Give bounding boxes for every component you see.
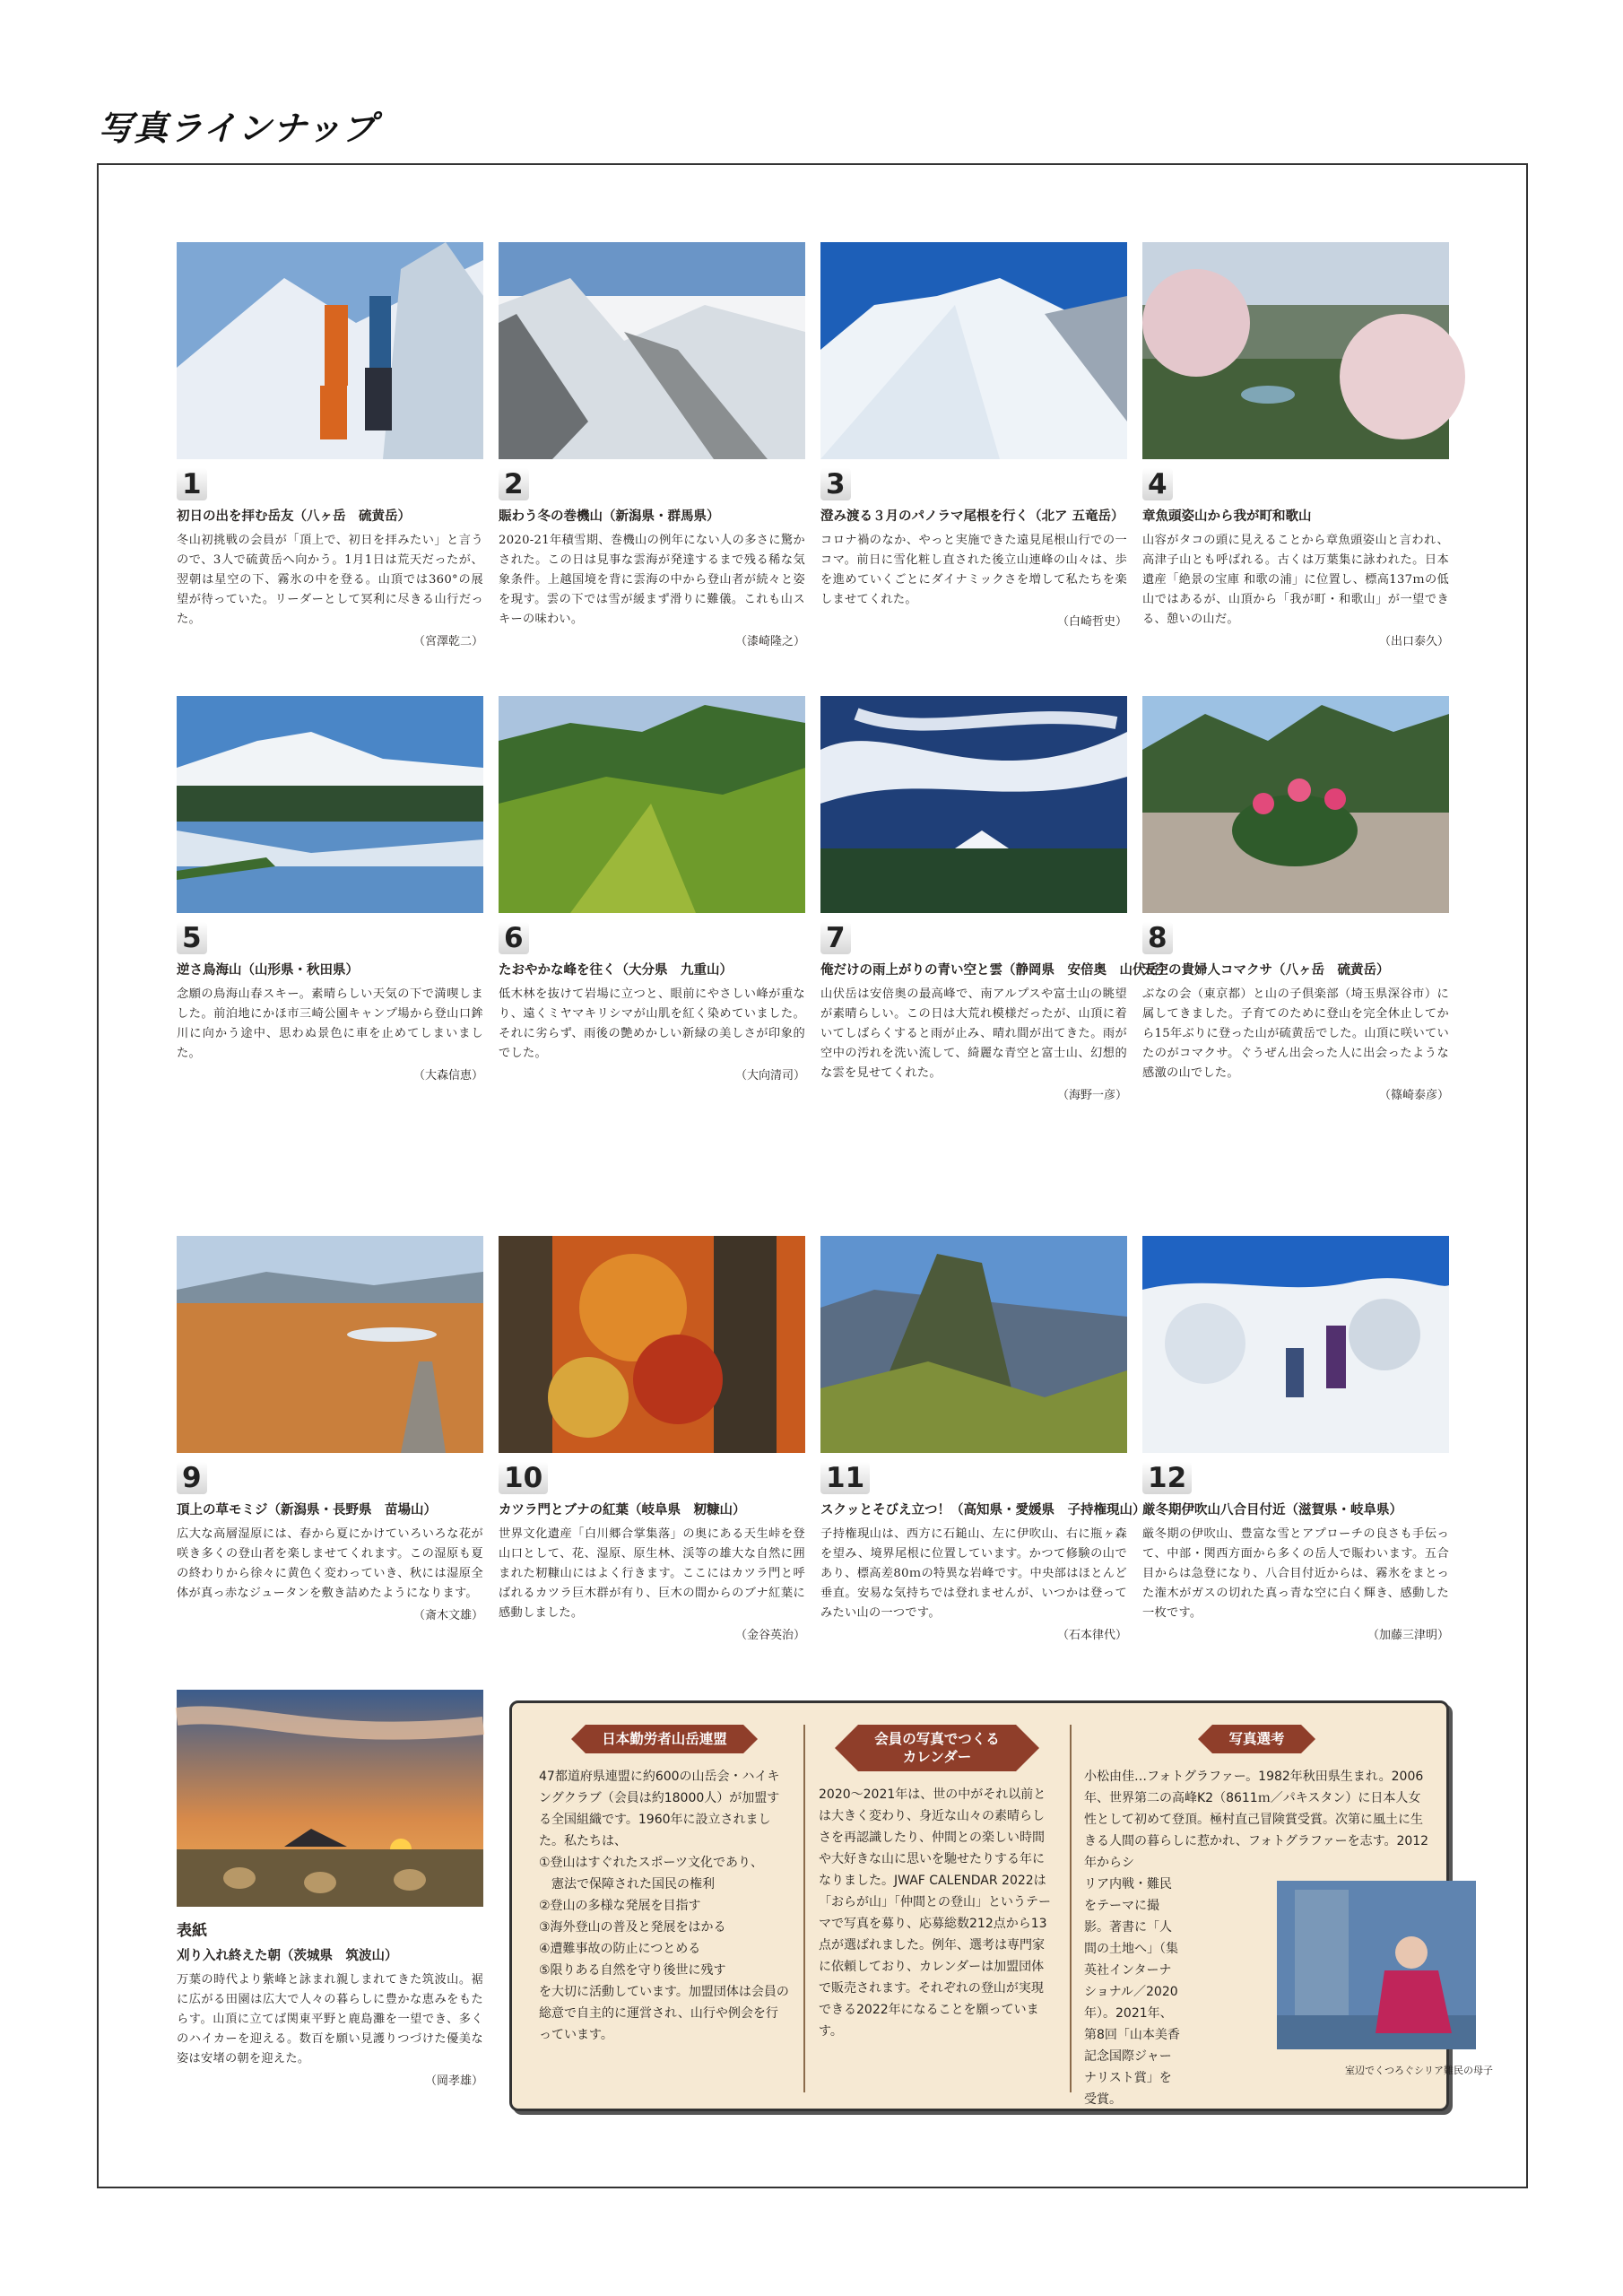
photographer-credit: （金谷英治） bbox=[734, 1629, 805, 1642]
cover-photo bbox=[177, 1690, 483, 1907]
photo-description: 2020-21年積雪期、巻機山の例年にない人の多さに驚かされた。この日は見事な雲海が発達するまで残る稀な気象条件。上越国境を背に雲海の中から登山者が続々と姿を現す。雲の下では雪が緩まず滑りに難儀。これも山スキーの味わい。 bbox=[499, 534, 805, 626]
photo-title: スクッとそびえ立つ！（高知県・愛媛県 子持権現山） bbox=[820, 1503, 1146, 1518]
photo-item-11 bbox=[820, 1236, 1146, 1642]
federation-text: ①登山はすぐれたスポーツ文化であり、 bbox=[539, 1856, 763, 1870]
selector-inset-photo bbox=[1277, 1881, 1476, 2049]
inset-caption: 室辺でくつろぐシリア難民の母子 bbox=[1345, 2065, 1493, 2076]
photo-number: 9 bbox=[177, 1462, 207, 1494]
photo-item-12 bbox=[1142, 1236, 1449, 1642]
photo-title: 頂上の草モミジ（新潟県・長野県 苗場山） bbox=[177, 1503, 437, 1518]
photo-number: 8 bbox=[1142, 922, 1173, 954]
photo-number: 12 bbox=[1142, 1462, 1192, 1494]
federation-text: 47都道府県連盟に約600の山岳会・ハイキングクラブ（会員は約18000人）が加盟する全国組織です。1960年に設立されました。私たちは、 bbox=[539, 1770, 780, 1848]
photo-item-8 bbox=[1142, 696, 1449, 1102]
photo-9 bbox=[177, 1236, 483, 1453]
photo-1 bbox=[177, 242, 483, 459]
photo-6 bbox=[499, 696, 805, 913]
photo-title: 逆さ鳥海山（山形県・秋田県） bbox=[177, 963, 359, 978]
photo-description: 山容がタコの頭に見えることから章魚頭姿山と言われ、高津子山とも呼ばれる。古くは万葉集に詠われた。日本遺産「絶景の宝庫 和歌の浦」に位置し、標高137ｍの低山ではあるが、山頂から「我が町・和歌山」が一望できる、憩いの山だ。 bbox=[1142, 534, 1449, 626]
selection-heading: 写真選考 bbox=[1212, 1725, 1300, 1753]
photo-title: 澄み渡る３月のパノラマ尾根を行く（北ア 五竜岳） bbox=[820, 509, 1124, 524]
photo-description: 冬山初挑戦の会員が「頂上で、初日を拝みたい」と言うので、3人で硫黄岳へ向かう。1月1日は荒天だったが、翌朝は星空の下、霧氷の中を登る。山頂では360°の展望が待っていた。リーダーとして冥利に尽きる山行だった。 bbox=[177, 534, 483, 626]
federation-text: 憲法で保障された国民の権利 bbox=[539, 1877, 715, 1892]
photo-number: 1 bbox=[177, 468, 207, 500]
photo-2 bbox=[499, 242, 805, 459]
column-divider bbox=[803, 1725, 805, 2092]
photo-description: 厳冬期の伊吹山、豊富な雪とアプローチの良さも手伝って、中部・関西方面から多くの岳人で賑わいます。五合目からは急登になり、八合目付近からは、霧氷をまとった潅木がガスの切れた真っ青な空に白く輝き、感動した一枚です。 bbox=[1142, 1527, 1449, 1620]
photo-item-9 bbox=[177, 1236, 483, 1622]
photographer-credit: （篠崎泰彦） bbox=[1378, 1089, 1449, 1102]
photo-item-1 bbox=[177, 242, 483, 648]
photo-item-3 bbox=[820, 242, 1127, 629]
info-box bbox=[509, 1700, 1493, 2111]
photographer-credit: （大向清司） bbox=[734, 1069, 805, 1083]
photo-item-6 bbox=[499, 696, 805, 1083]
photo-item-2 bbox=[499, 242, 805, 648]
photo-title: 賑わう冬の巻機山（新潟県・群馬県） bbox=[499, 509, 720, 524]
photographer-credit: （加藤三津明） bbox=[1367, 1629, 1449, 1642]
calendar-text: 2020～2021年は、世の中がそれ以前とは大きく変わり、身近な山々の素晴らしさを再認識したり、仲間との楽しい時間や大好きな山に思いを馳せたりする年になりました。JWAF CALENDAR 2022は「おらが山」「仲間との登山」というテーマで写真を募り、応募総数212点から13点が選ばれました。例年、選考は専門家に依頼しており、カレンダーは加盟団体で販売されます。それぞれの登山が実現できる2022年になることを願っています。 bbox=[819, 1787, 1051, 2039]
federation-text: ③海外登山の普及と発展をはかる bbox=[539, 1920, 726, 1935]
page-title: 写真ラインナップ bbox=[99, 109, 378, 148]
photo-title: 章魚頭姿山から我が町和歌山 bbox=[1142, 509, 1312, 524]
photographer-credit: （石本律代） bbox=[1056, 1629, 1127, 1642]
photographer-credit: （岡孝雄） bbox=[424, 2074, 483, 2088]
photo-11 bbox=[820, 1236, 1127, 1453]
photo-number: 11 bbox=[820, 1462, 870, 1494]
cover-item bbox=[177, 1690, 483, 2088]
federation-text: を大切に活動しています。加盟団体は会員の総意で自主的に運営され、山行や例会を行っています。 bbox=[539, 1985, 789, 2042]
photo-item-7 bbox=[820, 696, 1172, 1102]
photo-description: 低木林を抜けて岩場に立つと、眼前にやさしい峰が重なり、遠くミヤマキリシマが山肌を紅く染めていました。それに劣らず、雨後の艶めかしい新緑の美しさが印象的でした。 bbox=[499, 987, 805, 1060]
info-column-selection bbox=[1084, 1725, 1493, 2110]
photographer-credit: （大森信恵） bbox=[412, 1069, 483, 1083]
photo-item-4 bbox=[1142, 242, 1449, 648]
selector-bio-side: リア内戦・難民をテーマに撮影。著書に「人間の土地へ」（集英社インターナショナル／2020年）。2021年、第8回「山本美香記念国際ジャーナリスト賞」を受賞。 bbox=[1084, 1877, 1180, 2107]
calendar-heading-line: 会員の写真でつくる bbox=[874, 1731, 1000, 1747]
photo-12 bbox=[1142, 1236, 1449, 1453]
photo-description: 世界文化遺産「白川郷合掌集落」の奥にある天生峠を登山口として、花、湿原、原生林、渓等の雄大な自然に囲まれた籾糠山にはよく行きます。ここにはカツラ門と呼ばれるカツラ巨木群が有り、巨木の間からのブナ紅葉に感動しました。 bbox=[499, 1527, 805, 1620]
photo-item-10 bbox=[499, 1236, 805, 1642]
photo-3 bbox=[820, 242, 1127, 459]
photo-description: ぶなの会（東京都）と山の子倶楽部（埼玉県深谷市）に属してきました。子育てのために登山を完全休止してから15年ぶりに登った山が硫黄岳でした。山頂に咲いていたのがコマクサ。ぐうぜん出会った人に出会ったような感激の山でした。 bbox=[1142, 987, 1449, 1080]
photo-description: 山伏岳は安倍奥の最高峰で、南アルプスや富士山の眺望が素晴らしい。この日は大荒れ模様だったが、山頂に着いてしばらくすると雨が止み、晴れ間が出てきた。雨が空中の汚れを洗い流して、綺麗な青空と富士山、幻想的な雲を見せてくれた。 bbox=[820, 987, 1127, 1080]
photo-item-5 bbox=[177, 696, 483, 1083]
photo-number: 4 bbox=[1142, 468, 1173, 500]
photo-8 bbox=[1142, 696, 1449, 913]
photo-description: 広大な高層湿原には、春から夏にかけていろいろな花が咲き多くの登山者を楽しませてくれます。この湿原も夏の終わりから徐々に黄色く変わっていき、秋には湿原全体が真っ赤なジュータンを敷き詰めたようになります。 bbox=[177, 1527, 483, 1600]
info-column-calendar bbox=[819, 1725, 1055, 2042]
photo-title: 厳冬期伊吹山八合目付近（滋賀県・岐阜県） bbox=[1142, 1503, 1402, 1518]
photo-number: 7 bbox=[820, 922, 851, 954]
federation-heading: 日本勤労者山岳連盟 bbox=[586, 1725, 743, 1753]
photo-5 bbox=[177, 696, 483, 913]
federation-text: ②登山の多様な発展を目指す bbox=[539, 1899, 701, 1913]
photographer-credit: （出口泰久） bbox=[1378, 635, 1449, 648]
photo-title: 俺だけの雨上がりの青い空と雲（静岡県 安倍奥 山伏岳） bbox=[820, 963, 1172, 978]
column-divider bbox=[1070, 1725, 1072, 2092]
federation-text: ⑤限りある自然を守り後世に残す bbox=[539, 1963, 726, 1978]
cover-label: 表紙 bbox=[177, 1922, 207, 1940]
photo-title: カツラ門とブナの紅葉（岐阜県 籾糠山） bbox=[499, 1503, 746, 1518]
photo-7 bbox=[820, 696, 1127, 913]
photo-title: 初日の出を拝む岳友（八ヶ岳 硫黄岳） bbox=[177, 509, 411, 524]
photo-title: 天空の貴婦人コマクサ（八ヶ岳 硫黄岳） bbox=[1142, 963, 1390, 978]
photographer-credit: （漆崎隆之） bbox=[734, 635, 805, 648]
photo-number: 6 bbox=[499, 922, 529, 954]
calendar-heading bbox=[858, 1725, 1016, 1771]
photo-4 bbox=[1142, 242, 1449, 459]
calendar-heading-line: カレンダー bbox=[902, 1749, 972, 1765]
federation-text: ④遭難事故の防止につとめる bbox=[539, 1942, 701, 1956]
photo-10 bbox=[499, 1236, 805, 1453]
photo-description: コロナ禍のなか、やっと実施できた遠見尾根山行での一コマ。前日に雪化粧し直された後立山連峰の山々は、歩を進めていくごとにダイナミックさを増して私たちを楽しませてくれた。 bbox=[820, 534, 1127, 606]
photo-description: 万葉の時代より紫峰と詠まれ親しまれてきた筑波山。裾に広がる田園は広大で人々の暮らしに豊かな恵みをもたらす。山頂に立てば関東平野と鹿島灘を一望でき、多くのハイカーを迎える。数百を願い見護りつづけた優美な姿は安堵の朝を迎えた。 bbox=[177, 1973, 483, 2066]
photo-number: 2 bbox=[499, 468, 529, 500]
photo-description: 念願の鳥海山春スキー。素晴らしい天気の下で満喫しました。前泊地にかほ市三崎公園キャンプ場から登山口鉾川に向かう途中、思わぬ景色に車を止めてしまいました。 bbox=[177, 987, 483, 1060]
photo-number: 10 bbox=[499, 1462, 548, 1494]
photographer-credit: （宮澤乾二） bbox=[412, 635, 483, 648]
selector-bio: 小松由佳…フォトグラファー。1982年秋田県生まれ。2006年、世界第二の高峰K2（8611ｍ／パキスタン）に日本人女性として初めて登頂。極村直己冒険賞受賞。次第に風土に生きる人間の暮らしに惹かれ、フォトグラファーを志す。2012年からシ bbox=[1084, 1770, 1429, 1870]
photo-number: 5 bbox=[177, 922, 207, 954]
photographer-credit: （斎木文雄） bbox=[412, 1609, 483, 1622]
photo-title: 刈り入れ終えた朝（茨城県 筑波山） bbox=[177, 1949, 398, 1963]
photo-description: 子持権現山は、西方に石鎚山、左に伊吹山、右に瓶ヶ森を望み、境界尾根に位置しています。かつて修験の山であり、標高差80ｍの特異な岩峰です。中央部はほとんど垂直。安易な気持ちでは登れませんが、いつかは登ってみたい山の一つです。 bbox=[820, 1527, 1127, 1620]
photographer-credit: （白崎哲史） bbox=[1056, 615, 1127, 629]
photo-number: 3 bbox=[820, 468, 851, 500]
photographer-credit: （海野一彦） bbox=[1056, 1089, 1127, 1102]
info-column-federation bbox=[539, 1725, 790, 2046]
photo-title: たおやかな峰を往く（大分県 九重山） bbox=[499, 963, 733, 978]
